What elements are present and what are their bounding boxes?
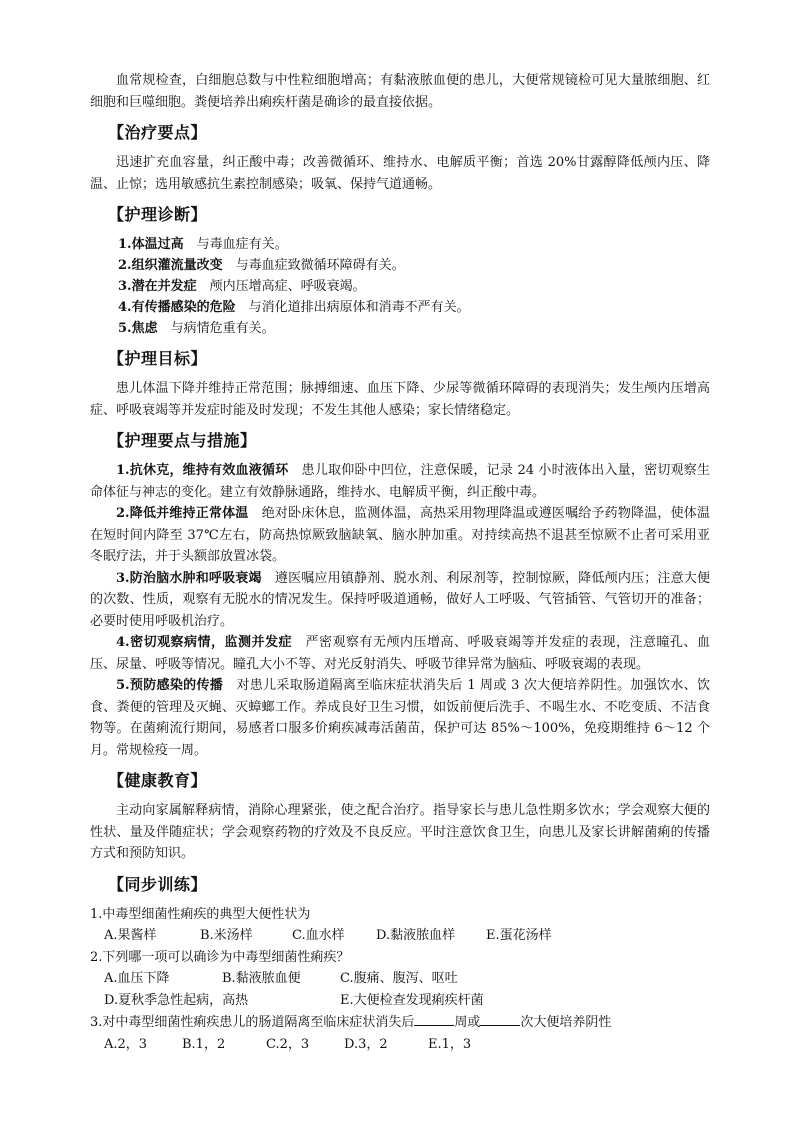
training-questions	[90, 904, 710, 1056]
option-c: C.血水样	[292, 928, 345, 943]
measures-heading: 【护理要点与措施】	[108, 431, 257, 450]
diagnosis-term: 2.组织灌流量改变	[118, 258, 223, 273]
measures-list	[90, 460, 710, 761]
diagnosis-item	[90, 318, 710, 339]
option-row	[90, 925, 710, 947]
measure-text: 患儿取仰卧中凹位，注意保暖，记录 24 小时液体出入量，密切观察生命体征与神志的变化。建立有效静脉通路，维持水、电解质平衡，纠正酸中毒。	[90, 463, 710, 500]
measure-term: 4.密切观察病情，监测并发症	[116, 635, 293, 650]
option-d: D.黏液脓血样	[376, 928, 456, 943]
option-b: B.黏液脓血便	[222, 971, 301, 986]
option-a: A.果酱样	[104, 928, 157, 943]
option-c: C.腹痛、腹泻、呕吐	[340, 971, 458, 986]
diagnosis-text: 颅内压增高症、呼吸衰竭。	[209, 279, 366, 294]
option-e: E.1，3	[428, 1036, 472, 1052]
option-e: E.大便检查发现痢疾杆菌	[340, 992, 484, 1008]
option-b: B.1，2	[182, 1036, 226, 1052]
measure-item	[90, 568, 710, 633]
measure-item	[90, 675, 710, 761]
stem-part: 次大便培养阴性	[520, 1015, 612, 1030]
stem-part: 周或	[454, 1015, 481, 1030]
diagnosis-item	[90, 234, 710, 255]
diagnosis-text: 与毒血症致微循环障碍有关。	[235, 258, 405, 273]
measure-item	[90, 460, 710, 503]
diagnosis-heading: 【护理诊断】	[108, 205, 208, 224]
answer-blank[interactable]	[414, 1011, 454, 1026]
diagnosis-text: 与毒血症有关。	[196, 237, 288, 252]
diagnosis-term: 4.有传播感染的危险	[118, 300, 236, 315]
goals-heading: 【护理目标】	[108, 349, 208, 368]
option-d: D.夏秋季急性起病，高热	[104, 992, 249, 1008]
education-heading: 【健康教育】	[108, 771, 208, 790]
answer-blank[interactable]	[480, 1011, 520, 1026]
question-stem	[90, 1011, 710, 1034]
measure-term: 1.抗休克，维持有效血液循环	[116, 463, 289, 478]
option-row	[90, 1034, 710, 1056]
diagnosis-item	[90, 255, 710, 276]
goals-paragraph: 患儿体温下降并维持正常范围；脉搏细速、血压下降、少尿等微循环障碍的表现消失；发生颅内压增高症、呼吸衰竭等并发症时能及时发现；不发生其他人感染；家长情绪稳定。	[90, 381, 710, 418]
question-stem: 2.下列哪一项可以确诊为中毒型细菌性痢疾？	[90, 949, 350, 965]
diagnosis-text: 与消化道排出病原体和消毒不严有关。	[248, 300, 470, 315]
diagnosis-term: 5.焦虑	[118, 321, 158, 336]
document-page	[90, 70, 710, 1055]
measure-term: 3.防治脑水肿和呼吸衰竭	[116, 570, 262, 586]
treatment-heading: 【治疗要点】	[108, 123, 208, 142]
measure-term: 2.降低并维持正常体温	[116, 506, 249, 521]
question-stem: 1.中毒型细菌性痢疾的典型大便性状为	[90, 906, 311, 922]
diagnosis-list	[90, 234, 710, 339]
measure-text: 遵医嘱应用镇静剂、脱水剂、利尿剂等，控制惊厥，降低颅内压；注意大便的次数、性质，观察有无脱水的情况发生。保持呼吸道通畅，做好人工呼吸、气管插管、气管切开的准备；必要时使用呼吸机治疗。	[90, 570, 710, 629]
stem-part: 3.对中毒型细菌性痢疾患儿的肠道隔离至临床症状消失后	[90, 1015, 415, 1030]
measure-text: 绝对卧床休息，监测体温，高热采用物理降温或遵医嘱给予药物降温，使体温在短时间内降至 37℃左右，防高热惊厥致脑缺氧、脑水肿加重。对持续高热不退甚至惊厥不止者可采用亚冬眠疗法，并于头额部放置冰袋。	[90, 506, 710, 564]
option-a: A.2，3	[104, 1036, 148, 1052]
measure-text: 严密观察有无颅内压增高、呼吸衰竭等并发症的表现，注意瞳孔、血压、尿量、呼吸等情况。瞳孔大小不等、对光反射消失、呼吸节律异常为脑疝、呼吸衰竭的表现。	[90, 635, 710, 672]
intro-paragraph: 血常规检查，白细胞总数与中性粒细胞增高；有黏液脓血便的患儿，大便常规镜检可见大量脓细胞、红细胞和巨噬细胞。粪便培养出痢疾杆菌是确诊的最直接依据。	[90, 73, 710, 110]
training-heading: 【同步训练】	[108, 874, 208, 894]
education-paragraph: 主动向家属解释病情，消除心理紧张，使之配合治疗。指导家长与患儿急性期多饮水；学会观察大便的性状、量及伴随症状；学会观察药物的疗效及不良反应。平时注意饮食卫生，向患儿及家长讲解菌痢的传播方式和预防知识。	[90, 803, 710, 861]
diagnosis-text: 与病情危重有关。	[170, 321, 275, 336]
treatment-paragraph: 迅速扩充血容量，纠正酸中毒；改善微循环、维持水、电解质平衡；首选 20%甘露醇降低颅内压、降温、止惊；选用敏感抗生素控制感染；吸氧、保持气道通畅。	[90, 155, 710, 192]
option-d: D.3，2	[344, 1036, 388, 1052]
option-b: B.米汤样	[200, 928, 253, 943]
diagnosis-term: 3.潜在并发症	[118, 279, 197, 294]
option-e: E.蛋花汤样	[486, 928, 552, 943]
option-row	[90, 990, 710, 1012]
measure-text: 对患儿采取肠道隔离至临床症状消失后 1 周或 3 次大便培养阴性。加强饮水、饮食、粪便的管理及灭蝇、灭蟑螂工作。养成良好卫生习惯，如饭前便后洗手、不喝生水、不吃变质、不洁食物等。在菌痢流行期间，易感者口服多价痢疾减毒活菌苗，保护可达 85%～100%，免疫期维持 6～12 个月。常规检疫一周。	[90, 678, 710, 758]
diagnosis-term: 1.体温过高	[118, 237, 184, 252]
diagnosis-item	[90, 276, 710, 297]
measure-term: 5.预防感染的传播	[116, 678, 224, 693]
option-a: A.血压下降	[104, 971, 170, 986]
diagnosis-item	[90, 297, 710, 318]
option-row	[90, 968, 710, 990]
option-c: C.2，3	[266, 1036, 310, 1052]
measure-item	[90, 503, 710, 568]
measure-item	[90, 632, 710, 675]
